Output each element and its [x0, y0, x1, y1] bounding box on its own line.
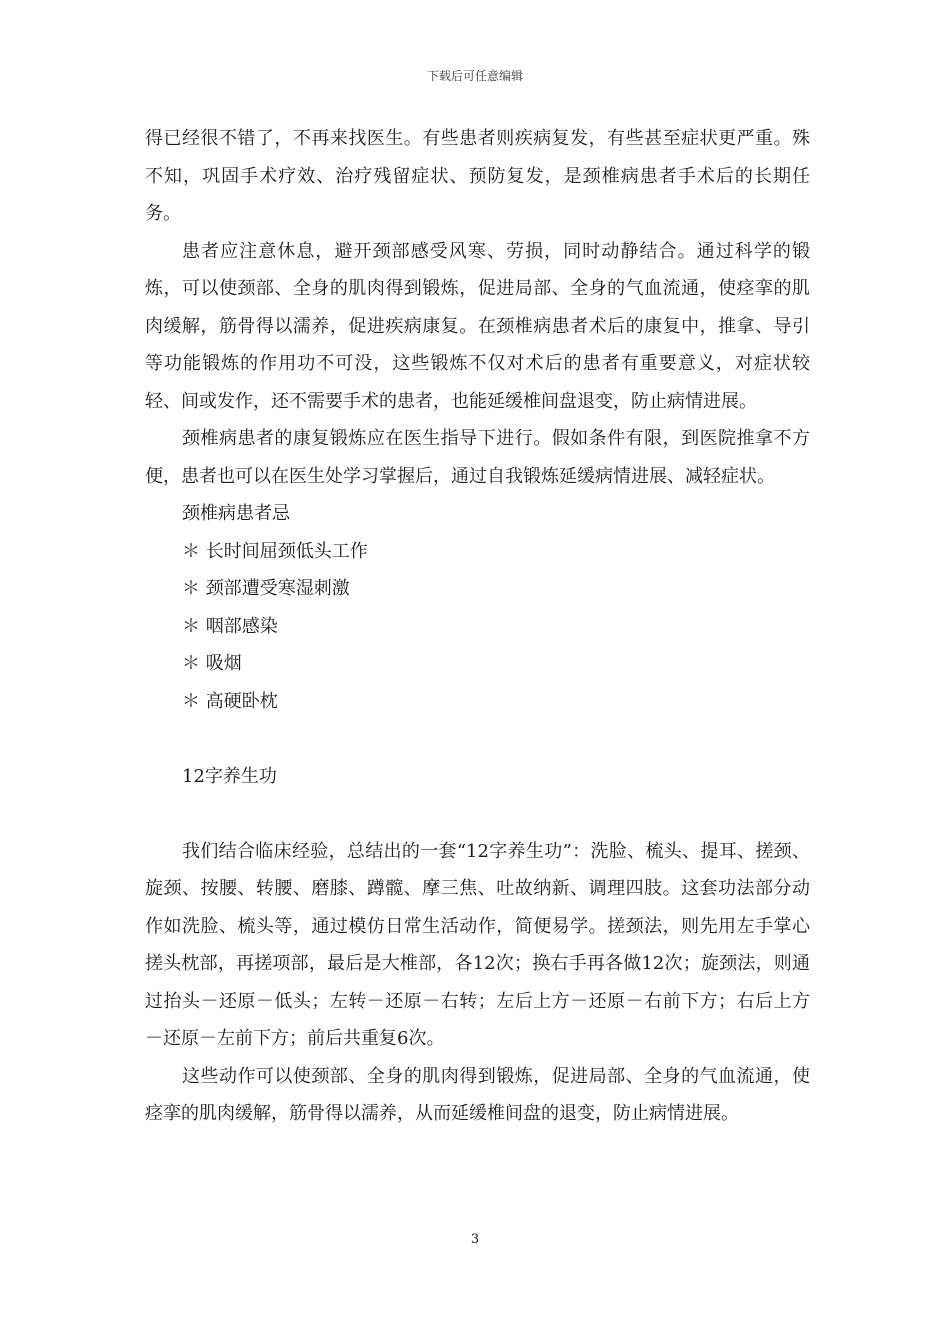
- list-item: ＊ 颈部遭受寒湿刺激: [182, 578, 350, 599]
- paragraph: 这些动作可以使颈部、全身的肌肉得到锻炼，促进局部、全身的气血流通，使痉挛的肌肉缓解，筋骨得以濡养，从而延缓椎间盘的退变，防止病情进展。: [145, 1065, 810, 1124]
- spacer: [145, 720, 810, 758]
- paragraph: 得已经很不错了，不再来找医生。有些患者则疾病复发，有些甚至症状更严重。殊不知，巩固手术疗效、治疗残留症状、预防复发，是颈椎病患者手术后的长期任务。: [145, 128, 810, 224]
- page-header: 下载后可任意编辑: [426, 69, 523, 83]
- list-item: ＊ 咽部感染: [182, 615, 278, 637]
- list-item: ＊ 高硬卧枕: [182, 690, 278, 712]
- page-number: 3: [470, 1232, 480, 1247]
- spacer: [145, 795, 810, 833]
- paragraph: 患者应注意休息，避开颈部感受风寒、劳损，同时动静结合。通过科学的锻炼，可以使颈部、全身的肌肉得到锻炼，促进局部、全身的气血流通，使痉挛的肌肉缓解，筋骨得以濡养，促进疾病康复。在颈椎病患者术后的康复中，推拿、导引等功能锻炼的作用功不可没，这些锻炼不仅对术后的患者有重要意义，对症状较轻、间或发作，还不需要手术的患者，也能延缓椎间盘退变，防止病情进展。: [145, 240, 810, 412]
- paragraph: 颈椎病患者的康复锻炼应在医生指导下进行。假如条件有限，到医院推拿不方便，患者也可以在医生处学习掌握后，通过自我锻炼延缓病情进展、减轻症状。: [145, 428, 810, 487]
- list-item: ＊ 长时间屈颈低头工作: [182, 540, 368, 562]
- paragraph: 我们结合临床经验，总结出的一套“12字养生功”：洗脸、梳头、提耳、搓颈、旋颈、按腰、转腰、磨膝、蹲髋、摩三焦、吐故纳新、调理四肢。这套功法部分动作如洗脸、梳头等，通过模仿日常生活动作，简便易学。搓颈法，则先用左手掌心搓头枕部，再搓项部，最后是大椎部，各12次；换右手再各做12次；旋颈法，则通过抬头－还原－低头；左转－还原－右转；左后上方－还原－右前下方；右后上方－还原－左前下方；前后共重复6次。: [145, 840, 810, 1049]
- body-text: [145, 120, 810, 1133]
- section-title: 12字养生功: [182, 765, 277, 787]
- list-item: ＊ 吸烟: [182, 653, 242, 674]
- taboo-title: 颈椎病患者忌: [182, 503, 290, 524]
